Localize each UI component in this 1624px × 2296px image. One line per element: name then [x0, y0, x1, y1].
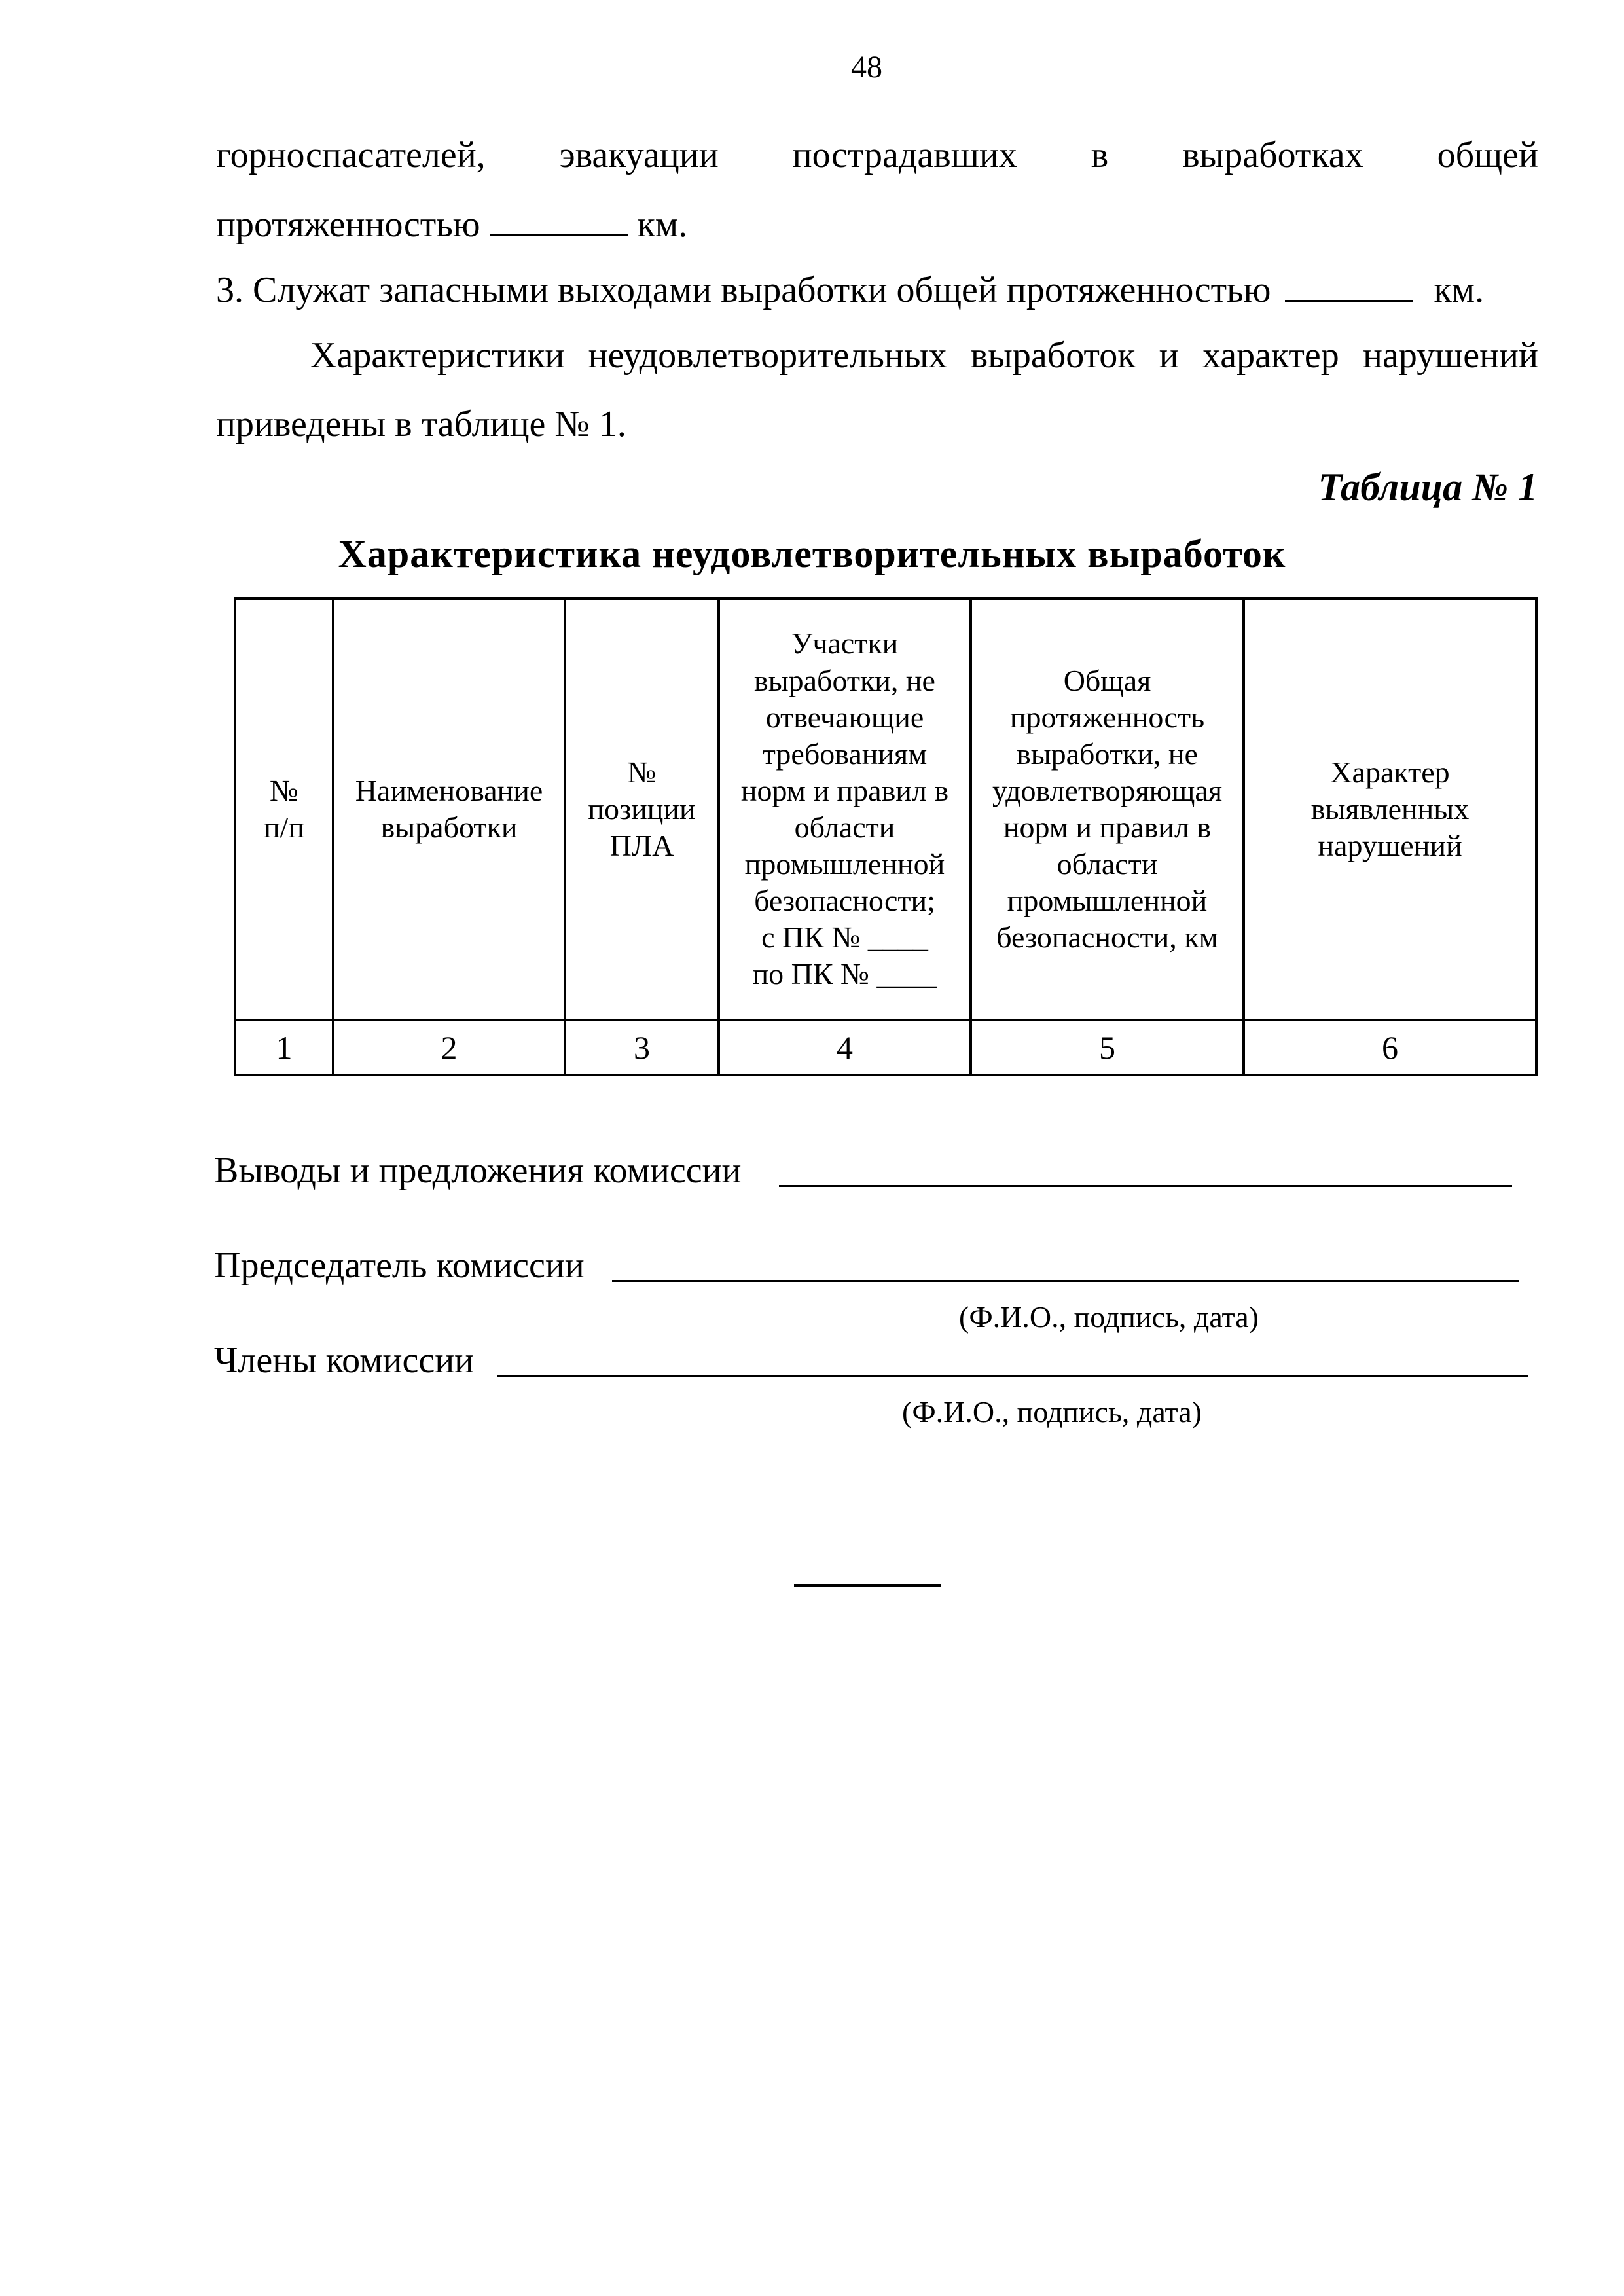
column-number-cell: 3 — [565, 1020, 719, 1075]
members-label: Члены комиссии — [214, 1340, 475, 1381]
paragraph-1-word: пострадавших — [792, 135, 1017, 175]
length-blank — [490, 234, 628, 236]
paragraph-1-word: выработках — [1182, 135, 1363, 175]
table-header-row — [235, 598, 1536, 1020]
column-number-cell: 2 — [333, 1020, 565, 1075]
end-rule — [794, 1584, 941, 1587]
chairman-caption: (Ф.И.О., подпись, дата) — [959, 1300, 1259, 1334]
members-signature-line — [497, 1375, 1528, 1377]
conclusions-line — [779, 1185, 1512, 1187]
header-cell-sections: Участки выработки, не отвечающие требованиям норм и правил в области промышленной безопасности; с ПК № ____ по ПК № ____ — [719, 598, 971, 1020]
paragraph-1-line-1 — [216, 134, 1538, 180]
page-number: 48 — [851, 50, 882, 84]
column-number-cell: 1 — [235, 1020, 333, 1075]
paragraph-1-word: общей — [1437, 135, 1538, 175]
item-3-unit: км. — [1434, 270, 1485, 310]
chairman-signature-line — [612, 1280, 1519, 1282]
header-cell-total-length: Общая протяженность выработки, не удовлетворяющая норм и правил в области промышленной безопасности, км — [971, 598, 1244, 1020]
column-number-cell: 6 — [1244, 1020, 1536, 1075]
conclusions-label: Выводы и предложения комиссии — [214, 1150, 742, 1191]
table-label: Таблица № 1 — [1318, 465, 1538, 509]
paragraph-1-word: горноспасателей, — [216, 135, 486, 175]
table-title: Характеристика неудовлетворительных выработок — [338, 532, 1286, 575]
length-label: протяженностью — [216, 204, 480, 245]
paragraph-2-line-2: приведены в таблице № 1. — [216, 404, 626, 445]
chairman-label: Председатель комиссии — [214, 1245, 585, 1286]
members-caption: (Ф.И.О., подпись, дата) — [902, 1395, 1202, 1429]
paragraph-1-line-2 — [216, 206, 687, 243]
item-3 — [216, 272, 1484, 308]
item-3-text: 3. Служат запасными выходами выработки общей протяженностью — [216, 270, 1271, 310]
column-number-cell: 5 — [971, 1020, 1244, 1075]
paragraph-1-word: эвакуации — [559, 135, 719, 175]
header-cell-number: № п/п — [235, 598, 333, 1020]
paragraph-1-word: в — [1091, 135, 1109, 175]
defects-table — [234, 597, 1538, 1076]
column-number-cell: 4 — [719, 1020, 971, 1075]
length-unit: км. — [637, 204, 688, 245]
header-cell-name: Наименование выработки — [333, 598, 565, 1020]
header-cell-pla-position: № позиции ПЛА — [565, 598, 719, 1020]
table-column-numbers-row — [235, 1020, 1536, 1075]
header-cell-violations: Характер выявленных нарушений — [1244, 598, 1536, 1020]
item-3-blank — [1285, 300, 1413, 302]
paragraph-2-line-1: Характеристики неудовлетворительных выработок и характер нарушений — [310, 335, 1538, 376]
